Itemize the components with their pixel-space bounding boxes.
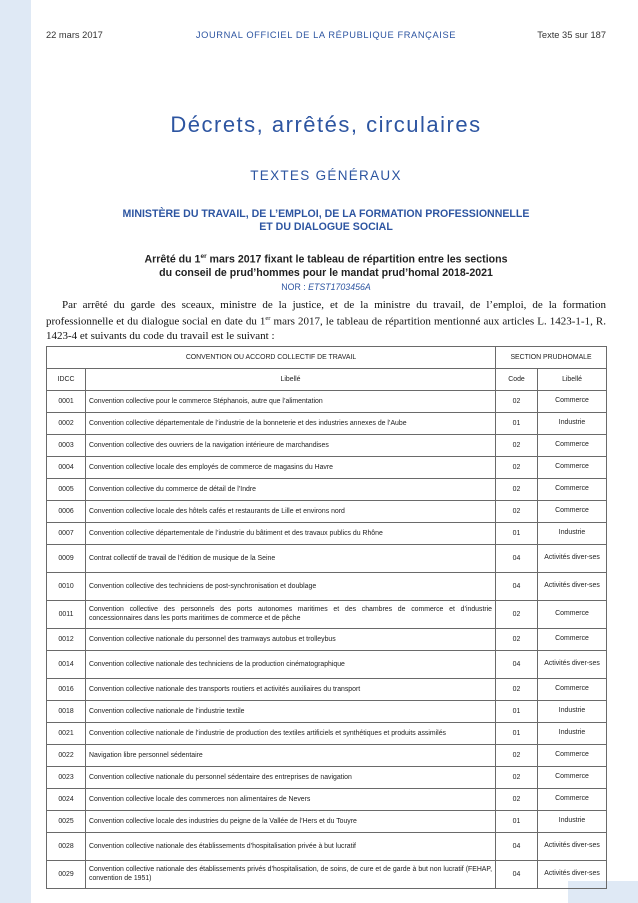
libelle-cell: Convention collective nationale des établissements privés d’hospitalisation, de soins, de cure et de garde à but non lucratif (FEHAP, convention de 1951) xyxy=(86,861,496,889)
table-row xyxy=(47,651,607,679)
idcc-cell: 0028 xyxy=(47,833,86,861)
decree-title xyxy=(46,250,606,281)
table-column-header-row xyxy=(47,369,607,391)
section-cell: Commerce xyxy=(538,457,607,479)
code-cell: 02 xyxy=(496,457,538,479)
table-row xyxy=(47,435,607,457)
table-row xyxy=(47,745,607,767)
section-cell: Activités diver-ses xyxy=(538,833,607,861)
code-cell: 02 xyxy=(496,767,538,789)
idcc-cell: 0002 xyxy=(47,413,86,435)
code-cell: 02 xyxy=(496,479,538,501)
libelle-cell: Convention collective locale des industries du peigne de la Vallée de l’Hers et du Touyre xyxy=(86,811,496,833)
libelle-cell: Convention collective nationale du personnel sédentaire des entreprises de navigation xyxy=(86,767,496,789)
idcc-cell: 0016 xyxy=(47,679,86,701)
idcc-cell: 0021 xyxy=(47,723,86,745)
section-cell: Commerce xyxy=(538,435,607,457)
section-cell: Activités diver-ses xyxy=(538,651,607,679)
table-row xyxy=(47,413,607,435)
libelle-cell: Convention collective pour le commerce Stéphanois, autre que l’alimentation xyxy=(86,391,496,413)
section-group-header: SECTION PRUDHOMALE xyxy=(496,347,607,369)
code-cell: 02 xyxy=(496,679,538,701)
section-cell: Commerce xyxy=(538,767,607,789)
section-cell: Activités diver-ses xyxy=(538,861,607,889)
section-cell: Industrie xyxy=(538,723,607,745)
convention-group-header: CONVENTION OU ACCORD COLLECTIF DE TRAVAIL xyxy=(47,347,496,369)
section-cell: Commerce xyxy=(538,629,607,651)
table-row xyxy=(47,861,607,889)
libelle-column-header: Libellé xyxy=(86,369,496,391)
table-row xyxy=(47,501,607,523)
section-cell: Activités diver-ses xyxy=(538,573,607,601)
distribution-table xyxy=(46,346,607,889)
libelle-cell: Convention collective nationale des établissements d’hospitalisation privée à but lucratif xyxy=(86,833,496,861)
libelle-cell: Convention collective nationale des techniciens de la production cinématographique xyxy=(86,651,496,679)
section-cell: Commerce xyxy=(538,789,607,811)
nor-reference xyxy=(46,282,606,292)
idcc-cell: 0005 xyxy=(47,479,86,501)
code-column-header: Code xyxy=(496,369,538,391)
intro-paragraph: Par arrêté du garde des sceaux, ministre de la justice, et de la ministre du travail, de l’emploi, de la formation professionnelle et du dialogue social en date du 1er mars 2017, le tableau de répartition mentionné aux articles L. 1423-1-1, R. 1423-4 et suivants du code du travail est le suivant : xyxy=(46,299,606,342)
idcc-column-header: IDCC xyxy=(47,369,86,391)
section-cell: Industrie xyxy=(538,701,607,723)
code-cell: 01 xyxy=(496,811,538,833)
code-cell: 02 xyxy=(496,501,538,523)
table-row xyxy=(47,523,607,545)
code-cell: 04 xyxy=(496,573,538,601)
ministry-heading xyxy=(46,208,606,234)
libelle-cell: Convention collective départementale de l’industrie du bâtiment et des travaux publics du Rhône xyxy=(86,523,496,545)
libelle-cell: Convention collective des techniciens de post-synchronisation et doublage xyxy=(86,573,496,601)
libelle-cell: Convention collective des ouvriers de la navigation intérieure de marchandises xyxy=(86,435,496,457)
code-cell: 01 xyxy=(496,723,538,745)
ministry-line-2: ET DU DIALOGUE SOCIAL xyxy=(259,221,393,233)
libelle-cell: Contrat collectif de travail de l’édition de musique de la Seine xyxy=(86,545,496,573)
libelle-cell: Convention collective locale des hôtels cafés et restaurants de Lille et environs nord xyxy=(86,501,496,523)
section-cell: Commerce xyxy=(538,391,607,413)
code-cell: 04 xyxy=(496,861,538,889)
code-cell: 02 xyxy=(496,435,538,457)
idcc-cell: 0011 xyxy=(47,601,86,629)
table-row xyxy=(47,545,607,573)
libelle-cell: Convention collective nationale du personnel des tramways autobus et trolleybus xyxy=(86,629,496,651)
table-row xyxy=(47,679,607,701)
idcc-cell: 0007 xyxy=(47,523,86,545)
idcc-cell: 0014 xyxy=(47,651,86,679)
decree-title-line-2: du conseil de prud’hommes pour le mandat prud’homal 2018-2021 xyxy=(159,267,493,280)
table-row xyxy=(47,573,607,601)
section-cell: Commerce xyxy=(538,601,607,629)
table-row xyxy=(47,833,607,861)
libelle-cell: Convention collective du commerce de détail de l’Indre xyxy=(86,479,496,501)
table-row xyxy=(47,479,607,501)
table-row xyxy=(47,629,607,651)
table-row xyxy=(47,811,607,833)
table-row xyxy=(47,767,607,789)
libelle-cell: Convention collective locale des commerces non alimentaires de Nevers xyxy=(86,789,496,811)
code-cell: 04 xyxy=(496,651,538,679)
ministry-line-1: MINISTÈRE DU TRAVAIL, DE L’EMPLOI, DE LA FORMATION PROFESSIONNELLE xyxy=(122,208,530,220)
section-cell: Commerce xyxy=(538,745,607,767)
code-cell: 04 xyxy=(496,833,538,861)
idcc-cell: 0024 xyxy=(47,789,86,811)
code-cell: 02 xyxy=(496,629,538,651)
idcc-cell: 0010 xyxy=(47,573,86,601)
libelle-cell: Navigation libre personnel sédentaire xyxy=(86,745,496,767)
idcc-cell: 0001 xyxy=(47,391,86,413)
table-row xyxy=(47,701,607,723)
code-cell: 04 xyxy=(496,545,538,573)
table-row xyxy=(47,457,607,479)
section-cell: Industrie xyxy=(538,811,607,833)
idcc-cell: 0025 xyxy=(47,811,86,833)
publication-date: 22 mars 2017 xyxy=(46,30,103,40)
code-cell: 02 xyxy=(496,789,538,811)
section-cell: Commerce xyxy=(538,501,607,523)
libelle-cell: Convention collective nationale de l’industrie textile xyxy=(86,701,496,723)
idcc-cell: 0022 xyxy=(47,745,86,767)
code-cell: 01 xyxy=(496,413,538,435)
subsection-title: TEXTES GÉNÉRAUX xyxy=(250,168,402,183)
table-row xyxy=(47,723,607,745)
idcc-cell: 0009 xyxy=(47,545,86,573)
libelle-cell: Convention collective nationale de l’industrie de production des textiles artificiels et synthétiques et produits assimilés xyxy=(86,723,496,745)
section-libelle-column-header: Libellé xyxy=(538,369,607,391)
table-row xyxy=(47,601,607,629)
section-cell: Industrie xyxy=(538,413,607,435)
libelle-cell: Convention collective nationale des transports routiers et activités auxiliaires du transport xyxy=(86,679,496,701)
code-cell: 02 xyxy=(496,601,538,629)
table-group-header-row xyxy=(47,347,607,369)
idcc-cell: 0004 xyxy=(47,457,86,479)
libelle-cell: Convention collective des personnels des ports autonomes maritimes et des chambres de commerce et d’industrie concessionnaires dans les ports maritimes de commerce et de pêche xyxy=(86,601,496,629)
code-cell: 02 xyxy=(496,745,538,767)
libelle-cell: Convention collective départementale de l’industrie de la bonneterie et des industries annexes de l’Aube xyxy=(86,413,496,435)
nor-label: NOR : xyxy=(281,282,309,292)
section-cell: Industrie xyxy=(538,523,607,545)
section-cell: Activités diver-ses xyxy=(538,545,607,573)
section-cell: Commerce xyxy=(538,479,607,501)
idcc-cell: 0029 xyxy=(47,861,86,889)
idcc-cell: 0023 xyxy=(47,767,86,789)
running-header xyxy=(46,30,606,44)
code-cell: 01 xyxy=(496,523,538,545)
decree-title-line-1: Arrêté du 1er mars 2017 fixant le tableau de répartition entre les sections xyxy=(144,253,508,266)
idcc-cell: 0006 xyxy=(47,501,86,523)
text-count: Texte 35 sur 187 xyxy=(537,30,606,40)
nor-value: ETST1703456A xyxy=(308,282,371,292)
idcc-cell: 0018 xyxy=(47,701,86,723)
libelle-cell: Convention collective locale des employés de commerce de magasins du Havre xyxy=(86,457,496,479)
table-row xyxy=(47,391,607,413)
section-cell: Commerce xyxy=(538,679,607,701)
journal-title: JOURNAL OFFICIEL DE LA RÉPUBLIQUE FRANÇAISE xyxy=(195,30,457,40)
code-cell: 02 xyxy=(496,391,538,413)
code-cell: 01 xyxy=(496,701,538,723)
idcc-cell: 0012 xyxy=(47,629,86,651)
section-title: Décrets, arrêtés, circulaires xyxy=(170,112,482,137)
table-row xyxy=(47,789,607,811)
idcc-cell: 0003 xyxy=(47,435,86,457)
side-color-strip xyxy=(0,0,31,903)
